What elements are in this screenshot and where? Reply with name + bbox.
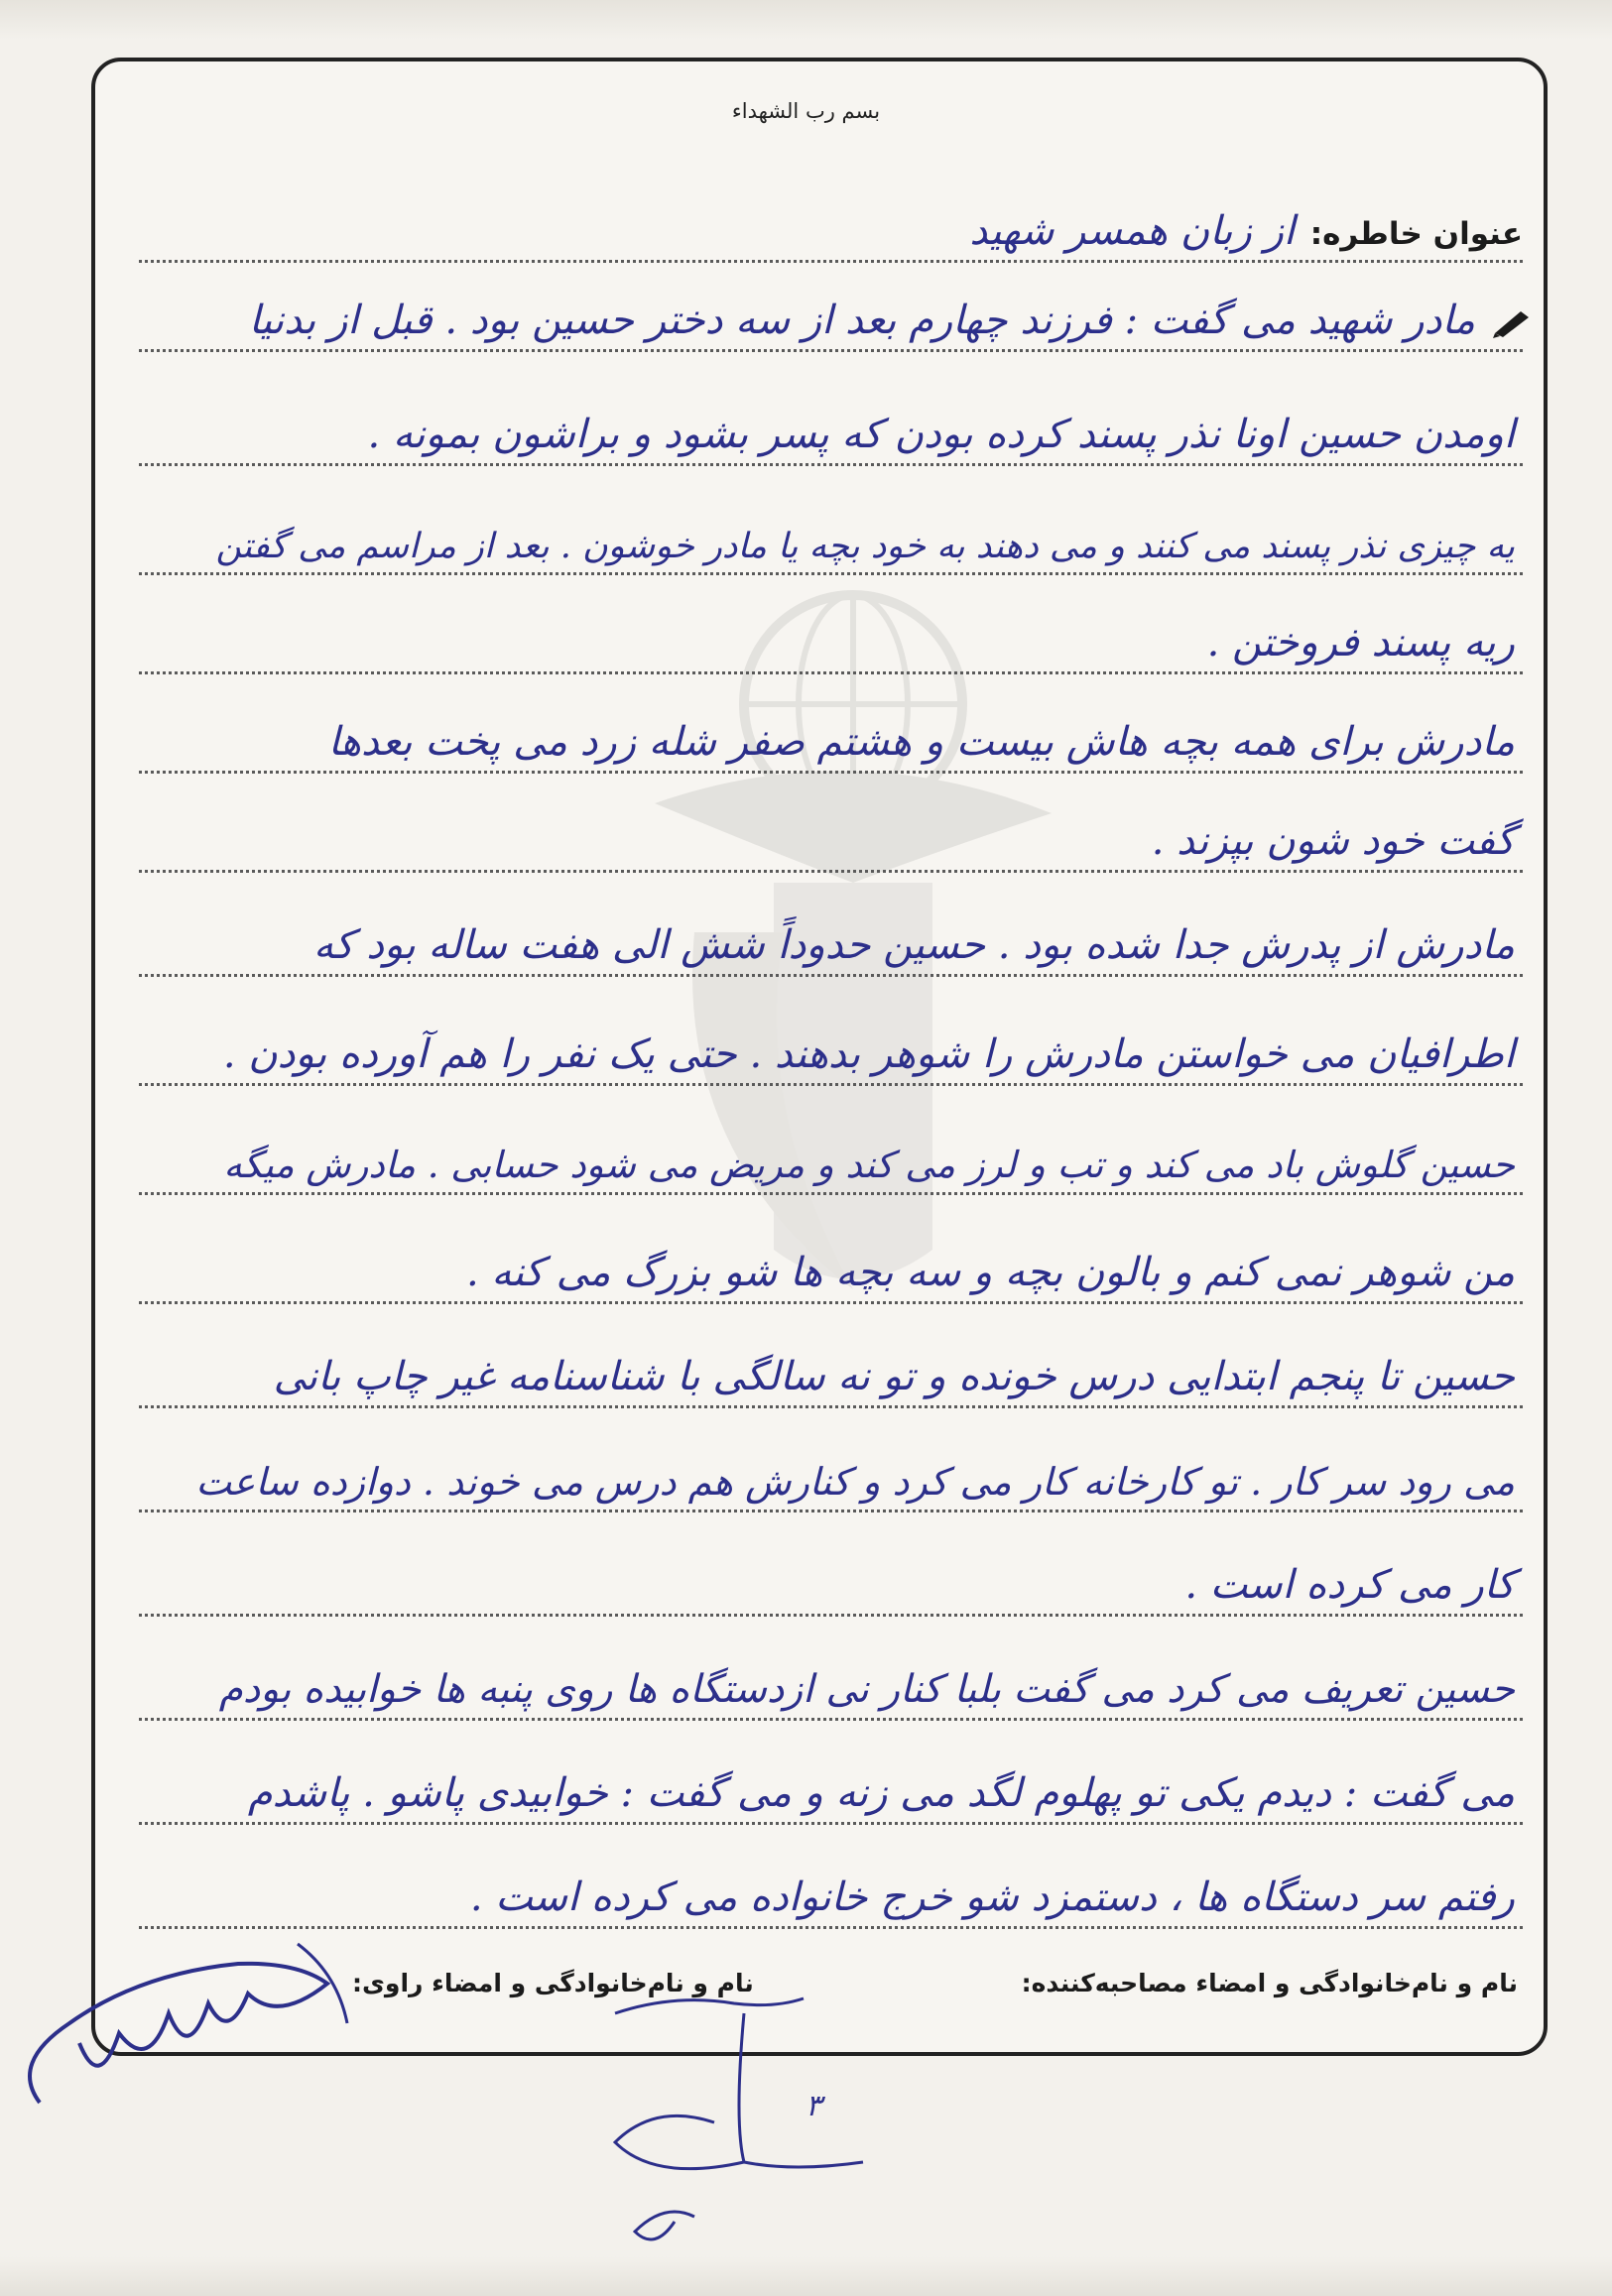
memory-line-text: حسین گلوش باد می کند و تب و لرز می کند و مریض می شود حسابی . مادرش میگه — [223, 1144, 1515, 1186]
memory-title-value: از زبان همسر شهید — [969, 208, 1295, 254]
memory-line-text: حسین تعریف می کرد می گفت بلبا کنار نی ازدستگاه ها روی پنبه ها خوابیده بودم — [218, 1667, 1515, 1712]
memory-line-text: می رود سر کار . تو کارخانه کار می کرد و کنارش هم درس می خوند . دوازده ساعت — [195, 1460, 1515, 1504]
interviewer-signature — [595, 1984, 873, 2261]
memory-line-text: اطرافیان می خواستن مادرش را شوهر بدهند . حتی یک نفر را هم آورده بودن . — [222, 1031, 1515, 1077]
memory-line — [139, 1651, 1523, 1721]
memory-line-text: اومدن حسین اونا نذر پسند کرده بودن که پسر بشود و براشون بمونه . — [367, 412, 1515, 457]
memory-line — [139, 506, 1523, 575]
memory-line — [139, 1017, 1523, 1086]
interviewer-signature-label: نام و نام‌خانوادگی و امضاء مصاحبه‌کننده: — [1021, 1969, 1518, 1997]
memory-line — [139, 1126, 1523, 1195]
scan-edge-bottom — [0, 2256, 1612, 2296]
memory-line — [139, 1547, 1523, 1617]
title-row — [139, 193, 1523, 263]
memory-line-text: من شوهر نمی کنم و بالون بچه و سه بچه ها شو بزرگ می کنه . — [465, 1250, 1515, 1295]
memory-line-text: کار می کرده است . — [1184, 1562, 1515, 1608]
memory-line — [139, 1235, 1523, 1304]
memory-line — [139, 397, 1523, 466]
memory-line-text: مادرش از پدرش جدا شده بود . حسین حدوداً شش الی هفت ساله بود که — [313, 922, 1515, 968]
memory-line-text: می گفت : دیدم یکی تو پهلوم لگد می زنه و می گفت : خوابیدی پاشو . پاشدم — [247, 1770, 1515, 1816]
page-number: ۳ — [806, 2089, 822, 2123]
bismillah-header: بسم رب الشهداء — [731, 99, 881, 123]
memory-line-text: حسین تا پنجم ابتدایی درس خونده و تو نه سالگی با شناسنامه غیر چاپ بانی — [273, 1354, 1515, 1399]
memory-line — [139, 803, 1523, 873]
memory-line-text: ریه پسند فروختن . — [1206, 620, 1515, 665]
scan-edge-top — [0, 0, 1612, 40]
narrator-signature — [0, 1904, 377, 2132]
memory-line-text: مادرش برای همه بچه هاش بیست و هشتم صفر شله زرد می پخت بعدها — [327, 719, 1515, 765]
memory-line-text: مادر شهید می گفت : فرزند چهارم بعد از سه دختر حسین بود . قبل از بدنیا — [248, 298, 1475, 343]
memory-line — [139, 907, 1523, 977]
memory-line-text: یه چیزی نذر پسند می کنند و می دهند به خود بچه یا مادر خوشون . بعد از مراسم می گفتن — [215, 527, 1515, 566]
memory-line — [139, 1755, 1523, 1825]
memory-line — [139, 1339, 1523, 1408]
memory-line — [139, 704, 1523, 774]
pen-icon — [1491, 305, 1535, 339]
narrator-signature-label: نام و نام‌خانوادگی و امضاء راوی: — [352, 1969, 754, 1997]
memory-line-text: گفت خود شون بپزند . — [1151, 818, 1515, 864]
memory-line — [139, 605, 1523, 674]
memory-line-text: رفتم سر دستگاه ها ، دستمزد شو خرج خانواده می کرده است . — [469, 1874, 1515, 1920]
memory-title-label: عنوان خاطره: — [1309, 216, 1523, 252]
memory-line — [139, 283, 1523, 352]
memory-line — [139, 1443, 1523, 1512]
